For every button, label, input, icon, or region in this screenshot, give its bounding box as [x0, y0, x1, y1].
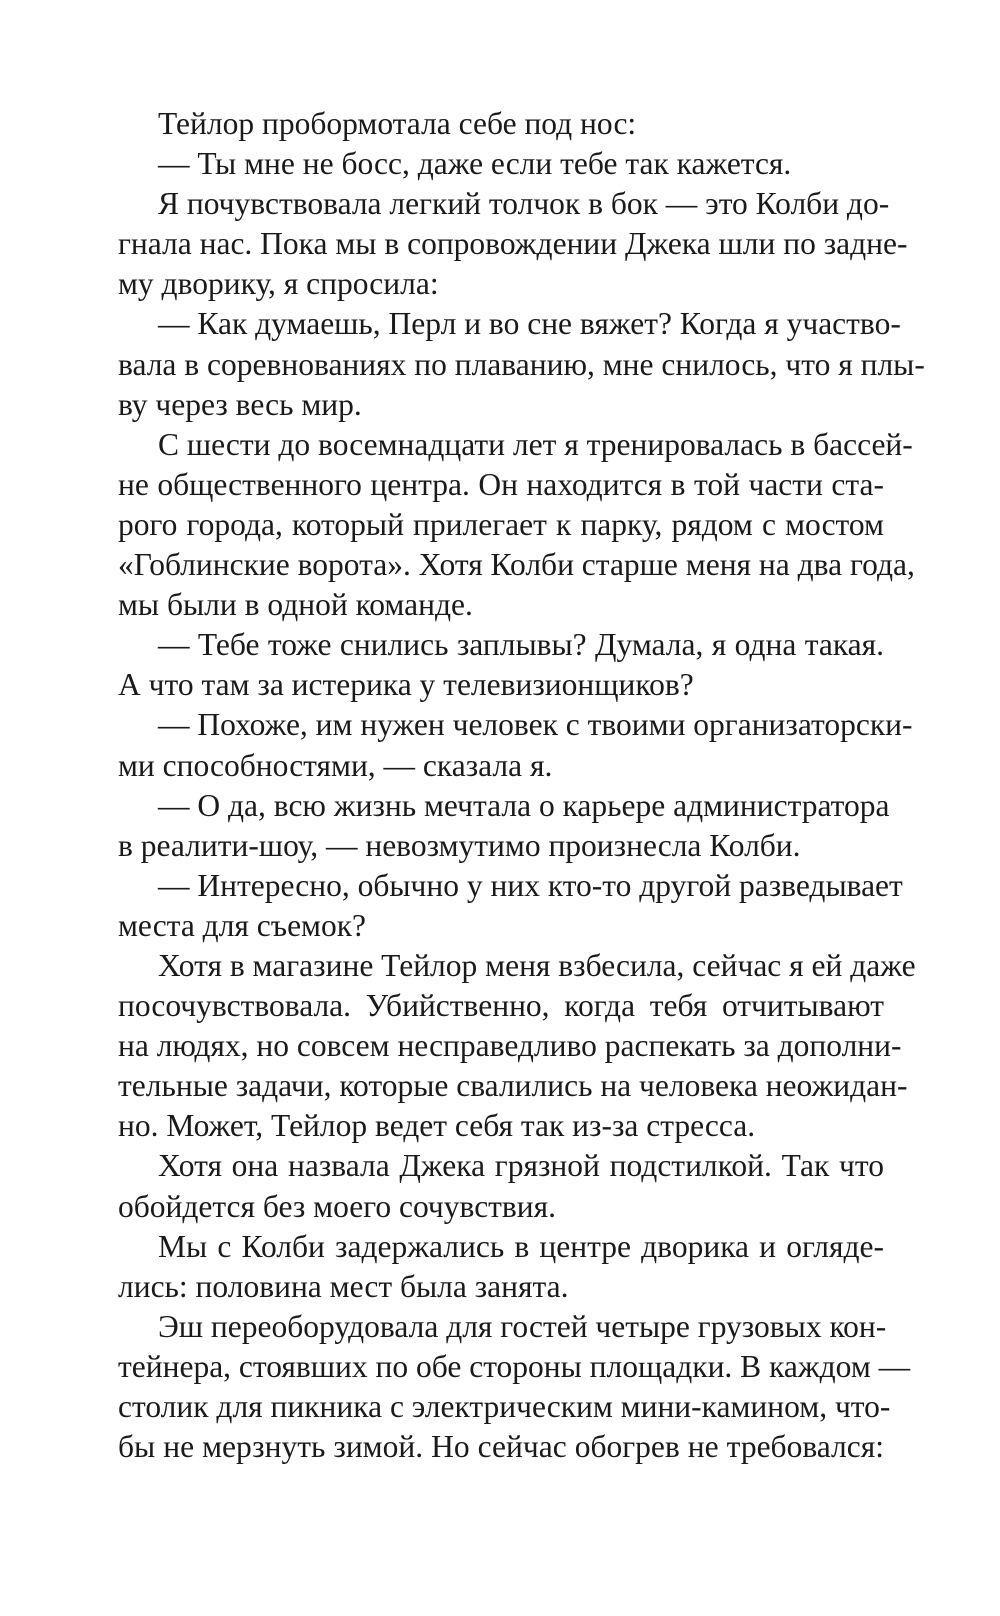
text-line: — Как думаешь, Перл и во сне вяжет? Когда я участво-: [158, 306, 901, 342]
text-line: гнала нас. Пока мы в сопровождении Джека шли по задне-: [118, 226, 908, 262]
text-line: — Ты мне не босс, даже если тебе так кажется.: [158, 146, 792, 182]
text-line: рого города, который прилегает к парку, рядом с мостом: [118, 506, 884, 542]
text-line: Мы с Колби задержались в центре дворика и огляде-: [158, 1228, 884, 1264]
text-line: тейнера, стоявших по обе стороны площадки. В каждом —: [118, 1348, 911, 1384]
text-line: лись: половина мест была занята.: [118, 1268, 569, 1304]
body-text: [118, 104, 925, 1467]
text-line: столик для пикника с электрическим мини-камином, что-: [118, 1389, 891, 1424]
text-line: — Похоже, им нужен человек с твоими организаторски-: [158, 707, 913, 743]
text-line: — О да, всю жизнь мечтала о карьере администратора: [158, 787, 890, 823]
text-line: вала в соревнованиях по плаванию, мне снилось, что я плы-: [118, 346, 925, 382]
text-line: мы были в одной команде.: [118, 587, 473, 623]
text-line: тельные задачи, которые свалились на человека неожидан-: [118, 1068, 908, 1104]
text-line: Хотя в магазине Тейлор меня взбесила, сейчас я ей даже: [158, 947, 916, 983]
text-line: бы не мерзнуть зимой. Но сейчас обогрев не требовался:: [118, 1429, 884, 1465]
text-line: му дворику, я спросила:: [118, 266, 439, 302]
text-line: посочувствовала. Убийственно, когда тебя отчитывают: [118, 988, 884, 1024]
text-line: А что там за истерика у телевизионщиков?: [118, 667, 694, 703]
text-line: — Интересно, обычно у них кто-то другой разведывает: [158, 867, 903, 903]
text-line: — Тебе тоже снились заплывы? Думала, я одна такая.: [158, 627, 884, 663]
text-line: на людях, но совсем несправедливо распекать за дополни-: [118, 1028, 902, 1064]
text-line: Тейлор пробормотала себе под нос:: [158, 106, 637, 141]
text-line: ми способностями, — сказала я.: [118, 747, 553, 783]
text-line: места для съемок?: [118, 907, 367, 943]
text-line: Хотя она назвала Джека грязной подстилкой. Так что: [158, 1148, 884, 1184]
text-line: Эш переоборудовала для гостей четыре грузовых кон-: [158, 1308, 887, 1344]
text-line: обойдется без моего сочувствия.: [118, 1188, 557, 1224]
text-line: Я почувствовала легкий толчок в бок — это Колби до-: [158, 186, 890, 222]
text-line: не общественного центра. Он находится в той части ста-: [118, 466, 884, 502]
text-line: С шести до восемнадцати лет я тренировалась в бассей-: [158, 426, 913, 462]
text-line: «Гоблинские ворота». Хотя Колби старше меня на два года,: [118, 547, 915, 583]
text-line: в реалити-шоу, — невозмутимо произнесла Колби.: [118, 827, 801, 863]
text-line: но. Может, Тейлор ведет себя так из-за стресса.: [118, 1108, 756, 1144]
text-line: ву через весь мир.: [118, 386, 362, 422]
